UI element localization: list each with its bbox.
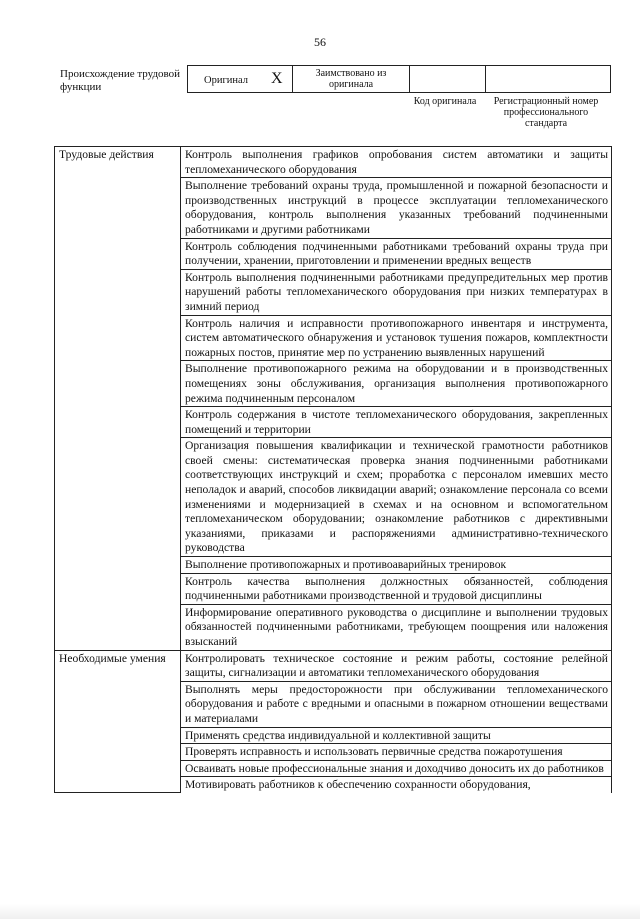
labor-action-item: Выполнение противопожарного режима на оборудовании и в производственных помещениях зоны обслуживания, организация выполнения противопожарного режима подчиненным персоналом <box>181 361 612 407</box>
section-labor-actions: Трудовые действия <box>55 147 181 651</box>
skill-item: Мотивировать работников к обеспечению сохранности оборудования, <box>181 777 612 793</box>
table-row <box>55 147 612 178</box>
section-skills: Необходимые умения <box>55 650 181 793</box>
skill-item: Проверять исправность и использовать первичные средства пожаротушения <box>181 744 612 761</box>
page-number: 56 <box>314 35 326 49</box>
skill-item: Выполнять меры предосторожности при обслуживании тепломеханического оборудования и работе с вредными и опасными в пожарном отношении веществами и материалами <box>181 681 612 727</box>
function-table <box>54 146 612 793</box>
labor-action-item: Выполнение требований охраны труда, промышленной и пожарной безопасности и производственных инструкций в процессе эксплуатации тепломеханического оборудования, контроль выполнения указанных требований подчиненными работниками и другими работниками <box>181 178 612 238</box>
labor-action-item: Контроль наличия и исправности противопожарного инвентаря и инструмента, систем автоматического обнаружения и установок тушения пожаров, комплектности пожарных постов, принятие мер по устранению выявленных нарушений <box>181 315 612 361</box>
labor-action-item: Контроль качества выполнения должностных обязанностей, соблюдения подчиненными работниками производственной и трудовой дисциплины <box>181 573 612 604</box>
labor-action-item: Контроль выполнения подчиненными работниками предупредительных мер против нарушений работы тепломеханического оборудования при низких температурах в зимний период <box>181 269 612 315</box>
labor-action-item: Организация повышения квалификации и технической грамотности работников своей смены: систематическая проверка знания подчиненными работниками соответствующих инструкций и схем; проработка с персоналом имевших место неполадок и аварий, способов ликвидации аварий; ознакомление персонала со всеми изменениями и модернизацией в схемах и на основном и вспомогательном тепломеханическом оборудовании; ознакомление работников с директивными указаниями, приказами и распоряжениями административно-технического руководства <box>181 438 612 557</box>
origin-table <box>187 65 611 93</box>
borrowed-label: Заимствовано из оригинала <box>293 66 410 92</box>
labor-action-item: Контроль содержания в чистоте тепломеханического оборудования, закрепленных помещений и территории <box>181 407 612 438</box>
original-checkmark: X <box>271 70 283 87</box>
registration-number-cell <box>486 66 610 92</box>
scan-edge <box>0 904 640 919</box>
original-label: Оригинал <box>204 75 248 86</box>
skill-item: Осваивать новые профессиональные знания и доходчиво доносить их до работников <box>181 760 612 777</box>
labor-action-item: Выполнение противопожарных и противоаварийных тренировок <box>181 557 612 574</box>
skill-item: Контролировать техническое состояние и режим работы, состояние релейной защиты, сигнализации и автоматики тепломеханического оборудования <box>181 650 612 681</box>
code-original-cell <box>410 66 486 92</box>
registration-number-caption: Регистрационный номер профессионального стандарта <box>493 96 599 129</box>
origin-label: Происхождение трудовой функции <box>60 68 181 93</box>
origin-cell-original <box>188 66 293 92</box>
labor-action-item: Информирование оперативного руководства о дисциплине и выполнении трудовых обязанностей подчиненными работниками, требующем поощрения или наложения взысканий <box>181 604 612 650</box>
labor-action-item: Контроль выполнения графиков опробования систем автоматики и защиты тепломеханического оборудования <box>181 147 612 178</box>
skill-item: Применять средства индивидуальной и коллективной защиты <box>181 727 612 744</box>
labor-action-item: Контроль соблюдения подчиненными работниками требований охраны труда при получении, хранении, приготовлении и применении вредных веществ <box>181 238 612 269</box>
code-original-caption: Код оригинала <box>413 96 477 107</box>
table-row <box>55 650 612 681</box>
